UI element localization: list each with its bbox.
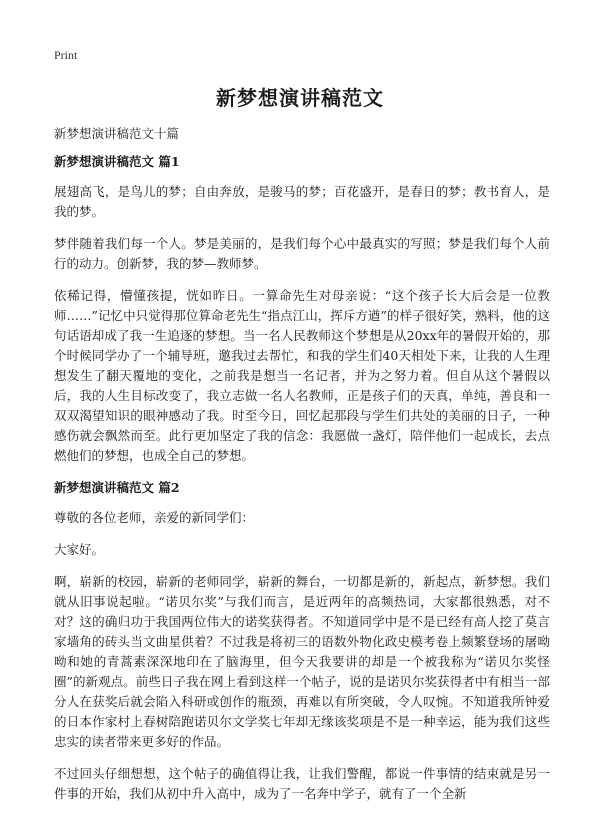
paragraph: 啊，崭新的校园，崭新的老师同学，崭新的舞台，一切都是新的，新起点，新梦想。我们就从旧事说起啦。“诺贝尔奖”与我们而言，是近两年的高频热词，大家都很熟悉，对不对？这的确归功于我国两位伟大的诺奖获得者。不知道同学中是不是已经有高人挖了莫言家墙角的砖头当文曲星供着？不过我是将初三的语数外物化政史模考卷上频繁登场的屠呦呦和她的青蒿素深深地印在了脑海里，但今天我要讲的却是一个被我称为“诺贝尔奖怪圈”的新观点。前些日子我在网上看到这样一个帖子，说的是诺贝尔奖获得者中有相当一部分人在获奖后就会陷入科研或创作的瓶颈，再难以有所突破，令人叹惋。不知道我所钟爱的日本作家村上春树陪跑诺贝尔文学奖七年却无缘该奖项是不是一种幸运，能为我们这些忠实的读者带来更多好的作品。 (54, 574, 550, 749)
print-label: Print (54, 48, 78, 62)
section-heading-1: 新梦想演讲稿范文 篇1 (54, 154, 180, 169)
document-subtitle: 新梦想演讲稿范文十篇 (54, 126, 180, 141)
paragraph: 依稀记得，懵懂孩提，恍如昨日。一算命先生对母亲说：“这个孩子长大后会是一位教师……”记忆中只觉得那位算命老先生“指点江山，挥斥方遒”的样子很好笑，熟料，他的这句话语却成了我一生追逐的梦想。当一名人民教师这个梦想是从20xx年的暑假开始的，那个时候同学办了一个辅导班，邀我过去帮忙，和我的学生们40天相处下来，让我的人生理想发生了翻天覆地的变化，之前我是想当一名记者，并为之努力着。但自从这个暑假以后，我的人生目标改变了，我立志做一名人名教师，正是孩子们的天真，单纯，善良和一双双渴望知识的眼神感动了我。时至今日，回忆起那段与学生们共处的美丽的日子，一种感伤就会飘然而至。此行更加坚定了我的信念：我愿做一盏灯，陪伴他们一起成长，去点燃他们的梦想，也成全自己的梦想。 (54, 288, 550, 463)
paragraph: 梦伴随着我们每一个人。梦是美丽的，是我们每个心中最真实的写照；梦是我们每个人前行的动力。创新梦，我的梦—教师梦。 (54, 236, 550, 271)
paragraph: 展翅高飞，是鸟儿的梦；自由奔放，是骏马的梦；百花盛开，是春日的梦；教书育人，是我的梦。 (54, 184, 550, 219)
paragraph: 尊敬的各位老师，亲爱的新同学们： (54, 510, 255, 525)
section-heading-2: 新梦想演讲稿范文 篇2 (54, 480, 180, 495)
document-body (54, 152, 550, 816)
document-title: 新梦想演讲稿范文 (216, 86, 384, 110)
paragraph: 大家好。 (54, 542, 105, 557)
paragraph: 不过回头仔细想想，这个帖子的确值得让我，让我们警醒，都说一件事情的结束就是另一件事的开始，我们从初中升入高中，成为了一名奔中学子，就有了一个全新 (54, 766, 550, 801)
